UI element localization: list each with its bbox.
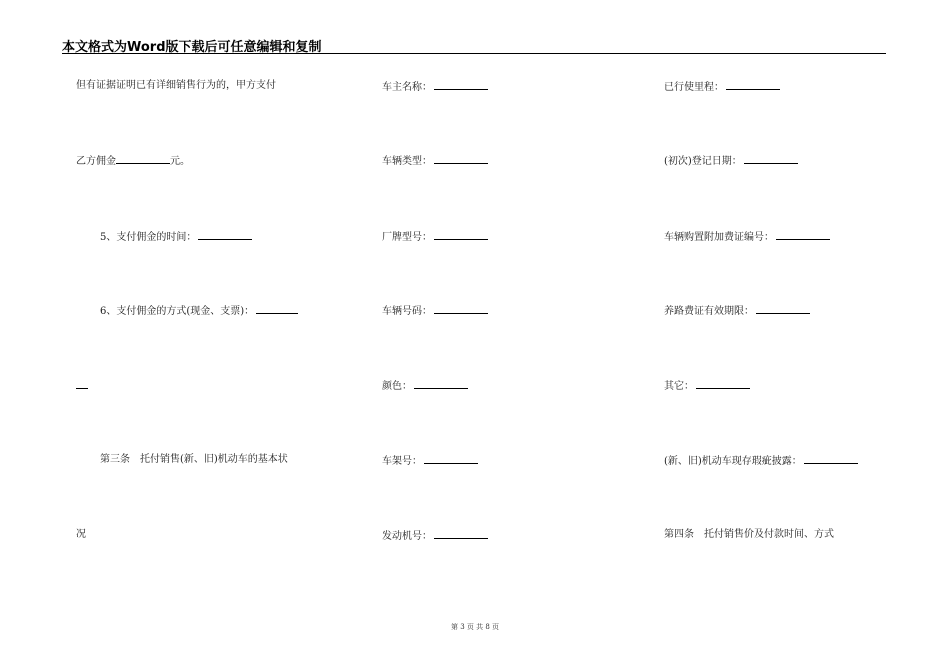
brand-model-label: 厂牌型号： [382, 232, 432, 243]
color-line [382, 378, 468, 394]
payment-time-blank[interactable] [198, 229, 252, 240]
road-fee-validity-label: 养路费证有效期限： [664, 306, 754, 317]
color-label: 颜色： [382, 381, 412, 392]
article-three-heading-cont: 况 [76, 529, 86, 540]
payment-method-line [100, 303, 298, 319]
color-blank[interactable] [414, 378, 468, 389]
mileage-line [664, 79, 780, 95]
commission-amount-line [76, 153, 190, 169]
payment-method-blank-tail[interactable] [76, 378, 88, 389]
header-divider [62, 53, 886, 54]
first-registration-date-blank[interactable] [744, 153, 798, 164]
page-number-footer: 第 3 页 共 8 页 [450, 623, 500, 631]
vehicle-number-blank[interactable] [434, 303, 488, 314]
engine-number-line [382, 528, 488, 544]
first-registration-date-label: (初次)登记日期： [664, 156, 742, 167]
road-fee-validity-blank[interactable] [756, 303, 810, 314]
mileage-label: 已行使里程： [664, 82, 724, 93]
mileage-blank[interactable] [726, 79, 780, 90]
engine-number-blank[interactable] [434, 528, 488, 539]
purchase-tax-cert-blank[interactable] [776, 229, 830, 240]
purchase-tax-cert-line [664, 229, 830, 245]
brand-model-blank[interactable] [434, 229, 488, 240]
payment-time-line [100, 229, 252, 245]
engine-number-label: 发动机号： [382, 531, 432, 542]
commission-amount-blank[interactable] [116, 153, 170, 164]
brand-model-line [382, 229, 488, 245]
frame-number-blank[interactable] [424, 453, 478, 464]
article-four-heading: 第四条 托付销售价及付款时间、方式 [664, 529, 834, 540]
payment-method-blank[interactable] [256, 303, 298, 314]
commission-clause-line: 但有证据证明已有详细销售行为的，甲方支付 [76, 80, 276, 91]
vehicle-type-line [382, 153, 488, 169]
road-fee-validity-line [664, 303, 810, 319]
vehicle-type-label: 车辆类型： [382, 156, 432, 167]
vehicle-number-label: 车辆号码： [382, 306, 432, 317]
defects-disclosure-line [664, 453, 858, 469]
other-label: 其它： [664, 381, 694, 392]
vehicle-type-blank[interactable] [434, 153, 488, 164]
payment-time-label: 5、支付佣金的时间： [100, 232, 197, 243]
owner-name-label: 车主名称： [382, 82, 432, 93]
frame-number-label: 车架号： [382, 456, 422, 467]
purchase-tax-cert-label: 车辆购置附加费证编号： [664, 232, 774, 243]
commission-amount-prefix: 乙方佣金 [76, 156, 116, 167]
owner-name-line [382, 79, 488, 95]
payment-method-blank-continuation[interactable] [76, 378, 88, 394]
other-blank[interactable] [696, 378, 750, 389]
frame-number-line [382, 453, 478, 469]
other-line [664, 378, 750, 394]
commission-amount-suffix: 元。 [170, 156, 190, 167]
first-registration-date-line [664, 153, 798, 169]
owner-name-blank[interactable] [434, 79, 488, 90]
defects-disclosure-blank[interactable] [804, 453, 858, 464]
defects-disclosure-label: (新、旧)机动车现存瑕疵披露： [664, 456, 802, 467]
document-header-title: 本文格式为Word版下载后可任意编辑和复制 [62, 40, 322, 55]
payment-method-label: 6、支付佣金的方式(现金、支票)： [100, 306, 255, 317]
article-three-heading: 第三条 托付销售(新、旧)机动车的基本状 [100, 454, 288, 465]
vehicle-number-line [382, 303, 488, 319]
